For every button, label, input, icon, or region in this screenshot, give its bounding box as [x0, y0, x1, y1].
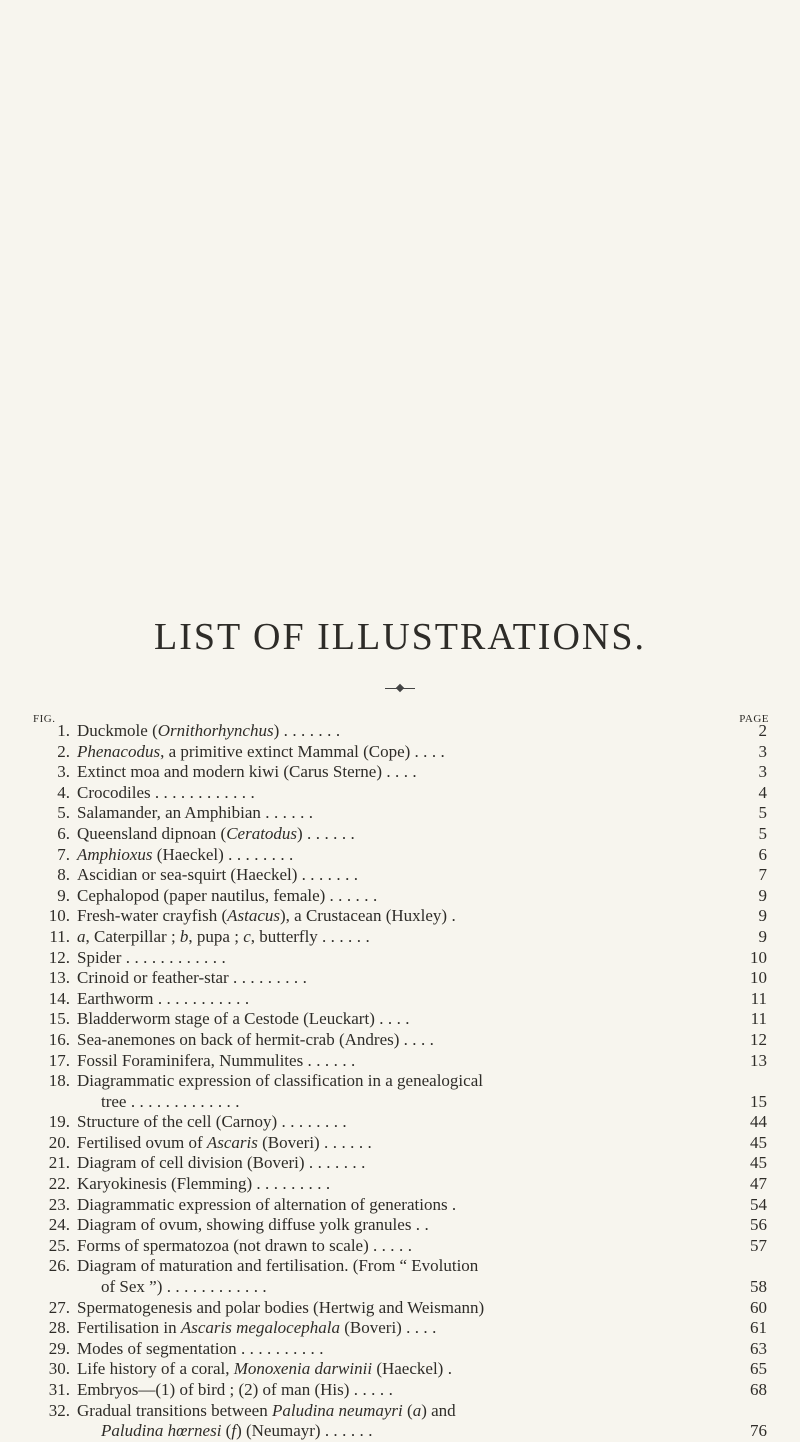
- entry-line: [0, 1401, 800, 1422]
- page-number: 57: [750, 1235, 767, 1255]
- figure-caption: Gradual transitions between Paludina neumayri (a) and: [77, 1400, 456, 1420]
- leader-dots: . . . . . . . . . .: [236, 1338, 324, 1358]
- figure-caption: Life history of a coral, Monoxenia darwinii (Haeckel) .: [77, 1359, 453, 1379]
- entry-line: [0, 721, 800, 742]
- leader-dots: . . . . . . .: [279, 721, 341, 740]
- entry-line: [0, 1256, 800, 1277]
- leader-dots: . . . . . . . . . . . .: [121, 947, 226, 967]
- figure-caption: Fertilised ovum of Ascaris (Boveri) . . . . . .: [77, 1132, 372, 1152]
- figure-number: 6.: [57, 823, 70, 843]
- figure-caption: Diagram of ovum, showing diffuse yolk granules . .: [77, 1215, 429, 1235]
- entry-line: [0, 1009, 800, 1030]
- list-item: [0, 1215, 800, 1236]
- leader-dots: .: [443, 1359, 453, 1379]
- fig-column-header: FIG.: [33, 713, 56, 725]
- figure-number: 31.: [48, 1380, 70, 1399]
- figure-caption: Sea-anemones on back of hermit-crab (Andres) . . . .: [77, 1029, 435, 1049]
- page-number: 6: [758, 844, 767, 864]
- leader-dots: . . . . . .: [302, 823, 355, 843]
- entry-line: [0, 1339, 800, 1360]
- list-item: [0, 742, 800, 763]
- page-number: 5: [758, 803, 767, 823]
- entry-line: [0, 1051, 800, 1072]
- list-item: [0, 1380, 800, 1401]
- list-item: [0, 886, 800, 907]
- list-item: [0, 1153, 800, 1174]
- figure-number: 4.: [57, 782, 70, 802]
- leader-dots: . .: [411, 1215, 429, 1235]
- entry-line: [0, 865, 800, 886]
- list-item: [0, 1174, 800, 1195]
- figure-caption: Cephalopod (paper nautilus, female) . . . . . .: [77, 885, 378, 905]
- entry-line: [0, 824, 800, 845]
- list-item: [0, 1318, 800, 1339]
- page-number: 9: [758, 926, 767, 946]
- entry-line: [0, 1195, 800, 1216]
- page-number: 10: [750, 947, 767, 967]
- list-item: [0, 783, 800, 804]
- figure-number: 12.: [48, 947, 70, 967]
- figure-number: 22.: [48, 1174, 70, 1194]
- figure-caption: a, Caterpillar ; b, pupa ; c, butterfly . . . . . .: [77, 926, 370, 946]
- leader-dots: . . . . . .: [319, 1132, 372, 1152]
- entry-line: [0, 1153, 800, 1174]
- leader-dots: . . . . .: [329, 1421, 373, 1441]
- entry-line: [0, 1174, 800, 1195]
- leader-dots: . . . . . . . . . . . .: [162, 1277, 267, 1297]
- entry-line: [0, 948, 800, 969]
- entry-line: [0, 1215, 800, 1236]
- list-item: [0, 1195, 800, 1216]
- leader-dots: . . . .: [381, 762, 417, 782]
- page-number: 12: [750, 1029, 767, 1049]
- page-number: 11: [750, 988, 767, 1008]
- list-item: [0, 824, 800, 845]
- leader-dots: .: [447, 906, 456, 926]
- figure-caption: Bladderworm stage of a Cestode (Leuckart) . . . .: [77, 1009, 410, 1029]
- page-number: 2: [758, 721, 767, 740]
- figure-number: 23.: [48, 1194, 70, 1214]
- figure-caption: Queensland dipnoan (Ceratodus) . . . . . .: [77, 823, 355, 843]
- figure-caption: Phenacodus, a primitive extinct Mammal (Cope) . . . .: [77, 741, 445, 761]
- leader-dots: .: [447, 1194, 457, 1214]
- figure-caption: Structure of the cell (Carnoy) . . . . . . . .: [77, 1112, 347, 1132]
- page-title: LIST OF ILLUSTRATIONS.: [154, 616, 646, 658]
- figure-number: 14.: [48, 988, 70, 1008]
- leader-dots: . . .: [418, 741, 445, 761]
- figure-number: 10.: [48, 906, 70, 926]
- leader-dots: . . . . . . . .: [223, 844, 294, 864]
- entry-line: [0, 906, 800, 927]
- page-number: 3: [758, 762, 767, 782]
- leader-dots: . . . . .: [326, 926, 370, 946]
- entry-line: [0, 1298, 800, 1319]
- list-item: [0, 1071, 800, 1112]
- leader-dots: . . . . . . . .: [260, 1174, 331, 1194]
- page-number: 61: [750, 1318, 767, 1338]
- page-number: 9: [758, 885, 767, 905]
- figure-caption: of Sex ”) . . . . . . . . . . . .: [101, 1277, 267, 1297]
- page-number: 58: [750, 1277, 767, 1297]
- figure-number: 7.: [57, 844, 70, 864]
- figure-number: 25.: [48, 1235, 70, 1255]
- figure-caption: Spermatogenesis and polar bodies (Hertwig and Weismann): [77, 1297, 485, 1317]
- figure-caption: Embryos—(1) of bird ; (2) of man (His) . . . . .: [77, 1380, 393, 1399]
- page-number: 45: [750, 1153, 767, 1173]
- leader-dots: . . . .: [377, 1235, 413, 1255]
- list-item: [0, 1298, 800, 1319]
- figure-caption: Spider . . . . . . . . . . . .: [77, 947, 226, 967]
- list-item: [0, 845, 800, 866]
- leader-dots: . . . . . . .: [304, 1153, 366, 1173]
- figure-number: 19.: [48, 1112, 70, 1132]
- leader-dots: . . . . . . . . . . . . .: [126, 1091, 240, 1111]
- page-number: 15: [750, 1091, 767, 1111]
- figure-number: 32.: [48, 1400, 70, 1420]
- leader-dots: . . . . . . . .: [277, 1112, 347, 1132]
- list-item: [0, 927, 800, 948]
- page-number: 76: [750, 1421, 767, 1441]
- list-item: [0, 906, 800, 927]
- entry-line: [0, 1030, 800, 1051]
- list-item: [0, 1051, 800, 1072]
- figure-number: 27.: [48, 1297, 70, 1317]
- list-item: [0, 948, 800, 969]
- figure-caption: Salamander, an Amphibian . . . . . .: [77, 803, 314, 823]
- list-item: [0, 968, 800, 989]
- leader-dots: . . . . . .: [303, 1050, 356, 1070]
- page-number: 9: [758, 906, 767, 926]
- list-item: [0, 1133, 800, 1154]
- entry-line: [0, 1236, 800, 1257]
- entry-line: [0, 886, 800, 907]
- entry-line: [0, 927, 800, 948]
- leader-dots: . . .: [410, 1318, 437, 1338]
- list-item: [0, 1256, 800, 1297]
- leader-dots: . . . . . .: [305, 865, 359, 885]
- list-item: [0, 762, 800, 783]
- leader-dots: . . . . . . . . .: [228, 968, 307, 988]
- figure-caption: Crocodiles . . . . . . . . . . . .: [77, 782, 255, 802]
- leader-dots: . . . . .: [333, 885, 378, 905]
- figure-caption: Diagram of cell division (Boveri) . . . . . . .: [77, 1153, 366, 1173]
- figure-caption: Modes of segmentation . . . . . . . . . .: [77, 1338, 324, 1358]
- leader-dots: . . . .: [374, 1009, 410, 1029]
- list-item: [0, 989, 800, 1010]
- figure-caption: Amphioxus (Haeckel) . . . . . . . .: [77, 844, 294, 864]
- page-number: 63: [750, 1338, 767, 1358]
- leader-dots: . . . . . . . . . . .: [159, 782, 255, 802]
- figure-number: 2.: [57, 741, 70, 761]
- figure-caption: tree . . . . . . . . . . . . .: [101, 1091, 240, 1111]
- page-number: 45: [750, 1132, 767, 1152]
- entry-line: [0, 1112, 800, 1133]
- figure-caption: Earthworm . . . . . . . . . . .: [77, 988, 250, 1008]
- figure-number: 18.: [48, 1071, 70, 1091]
- page-number: 56: [750, 1215, 767, 1235]
- page-number: 7: [758, 865, 767, 885]
- entry-line: [0, 762, 800, 783]
- figure-number: 24.: [48, 1215, 70, 1235]
- figure-number: 11.: [49, 926, 70, 946]
- entry-line: [0, 742, 800, 763]
- page-number: 44: [750, 1112, 767, 1132]
- illustrations-list: [0, 721, 800, 1442]
- page-number: 54: [750, 1194, 767, 1214]
- entry-line: [0, 968, 800, 989]
- page-number: 5: [758, 823, 767, 843]
- figure-number: 16.: [48, 1029, 70, 1049]
- entry-line: [0, 1318, 800, 1339]
- list-item: [0, 1009, 800, 1030]
- list-item: [0, 1339, 800, 1360]
- figure-caption: Fertilisation in Ascaris megalocephala (Boveri) . . . .: [77, 1318, 437, 1338]
- figure-caption: Diagrammatic expression of classification in a genealogical: [77, 1071, 483, 1091]
- page-number: 13: [750, 1050, 767, 1070]
- page-number: 3: [758, 741, 767, 761]
- entry-line: [0, 1380, 800, 1401]
- figure-number: 28.: [48, 1318, 70, 1338]
- figure-caption: Fresh-water crayfish (Astacus), a Crustacean (Huxley) .: [77, 906, 456, 926]
- figure-number: 26.: [48, 1256, 70, 1276]
- figure-caption: Ascidian or sea-squirt (Haeckel) . . . . . . .: [77, 865, 359, 885]
- figure-caption: Crinoid or feather-star . . . . . . . . .: [77, 968, 307, 988]
- entry-line: [0, 845, 800, 866]
- figure-number: 8.: [57, 865, 70, 885]
- page-number: 68: [750, 1380, 767, 1399]
- figure-number: 17.: [48, 1050, 70, 1070]
- leader-dots: . . . . . .: [260, 803, 314, 823]
- figure-caption: Duckmole (Ornithorhynchus) . . . . . . .: [77, 721, 341, 740]
- list-item: [0, 1401, 800, 1442]
- entry-line: [0, 803, 800, 824]
- page-number: 65: [750, 1359, 767, 1379]
- entry-line: [0, 1359, 800, 1380]
- page-number: 11: [750, 1009, 767, 1029]
- page-number: 60: [750, 1297, 767, 1317]
- figure-number: 21.: [48, 1153, 70, 1173]
- page-number: 47: [750, 1174, 767, 1194]
- entry-line: [0, 1133, 800, 1154]
- page-number: 4: [758, 782, 767, 802]
- figure-number: 9.: [57, 885, 70, 905]
- entry-line: [0, 1092, 800, 1113]
- entry-line: [0, 783, 800, 804]
- leader-dots: . . . . .: [349, 1380, 393, 1399]
- title-divider-ornament: [385, 688, 415, 689]
- page-number: 10: [750, 968, 767, 988]
- list-item: [0, 1236, 800, 1257]
- figure-number: 13.: [48, 968, 70, 988]
- entry-line: [0, 1071, 800, 1092]
- leader-dots: . . . . . . . . . . .: [153, 988, 250, 1008]
- figure-caption: Diagram of maturation and fertilisation. (From “ Evolution: [77, 1256, 479, 1276]
- figure-number: 1.: [57, 721, 70, 740]
- page-column-header: PAGE: [739, 713, 769, 725]
- figure-caption: Karyokinesis (Flemming) . . . . . . . . .: [77, 1174, 331, 1194]
- figure-number: 5.: [57, 803, 70, 823]
- list-item: [0, 721, 800, 742]
- list-item: [0, 803, 800, 824]
- figure-number: 29.: [48, 1338, 70, 1358]
- entry-line: [0, 1421, 800, 1442]
- figure-caption: Diagrammatic expression of alternation of generations .: [77, 1194, 457, 1214]
- entry-line: [0, 1277, 800, 1298]
- list-item: [0, 865, 800, 886]
- figure-caption: Paludina hœrnesi (f) (Neumayr) . . . . . .: [101, 1421, 373, 1441]
- figure-caption: Extinct moa and modern kiwi (Carus Sterne) . . . .: [77, 762, 417, 782]
- list-item: [0, 1112, 800, 1133]
- list-item: [0, 1030, 800, 1051]
- figure-number: 20.: [48, 1132, 70, 1152]
- figure-number: 15.: [48, 1009, 70, 1029]
- entry-line: [0, 989, 800, 1010]
- leader-dots: . . .: [407, 1029, 435, 1049]
- figure-number: 3.: [57, 762, 70, 782]
- figure-caption: Fossil Foraminifera, Nummulites . . . . . .: [77, 1050, 356, 1070]
- list-item: [0, 1359, 800, 1380]
- figure-caption: Forms of spermatozoa (not drawn to scale) . . . . .: [77, 1235, 413, 1255]
- figure-number: 30.: [48, 1359, 70, 1379]
